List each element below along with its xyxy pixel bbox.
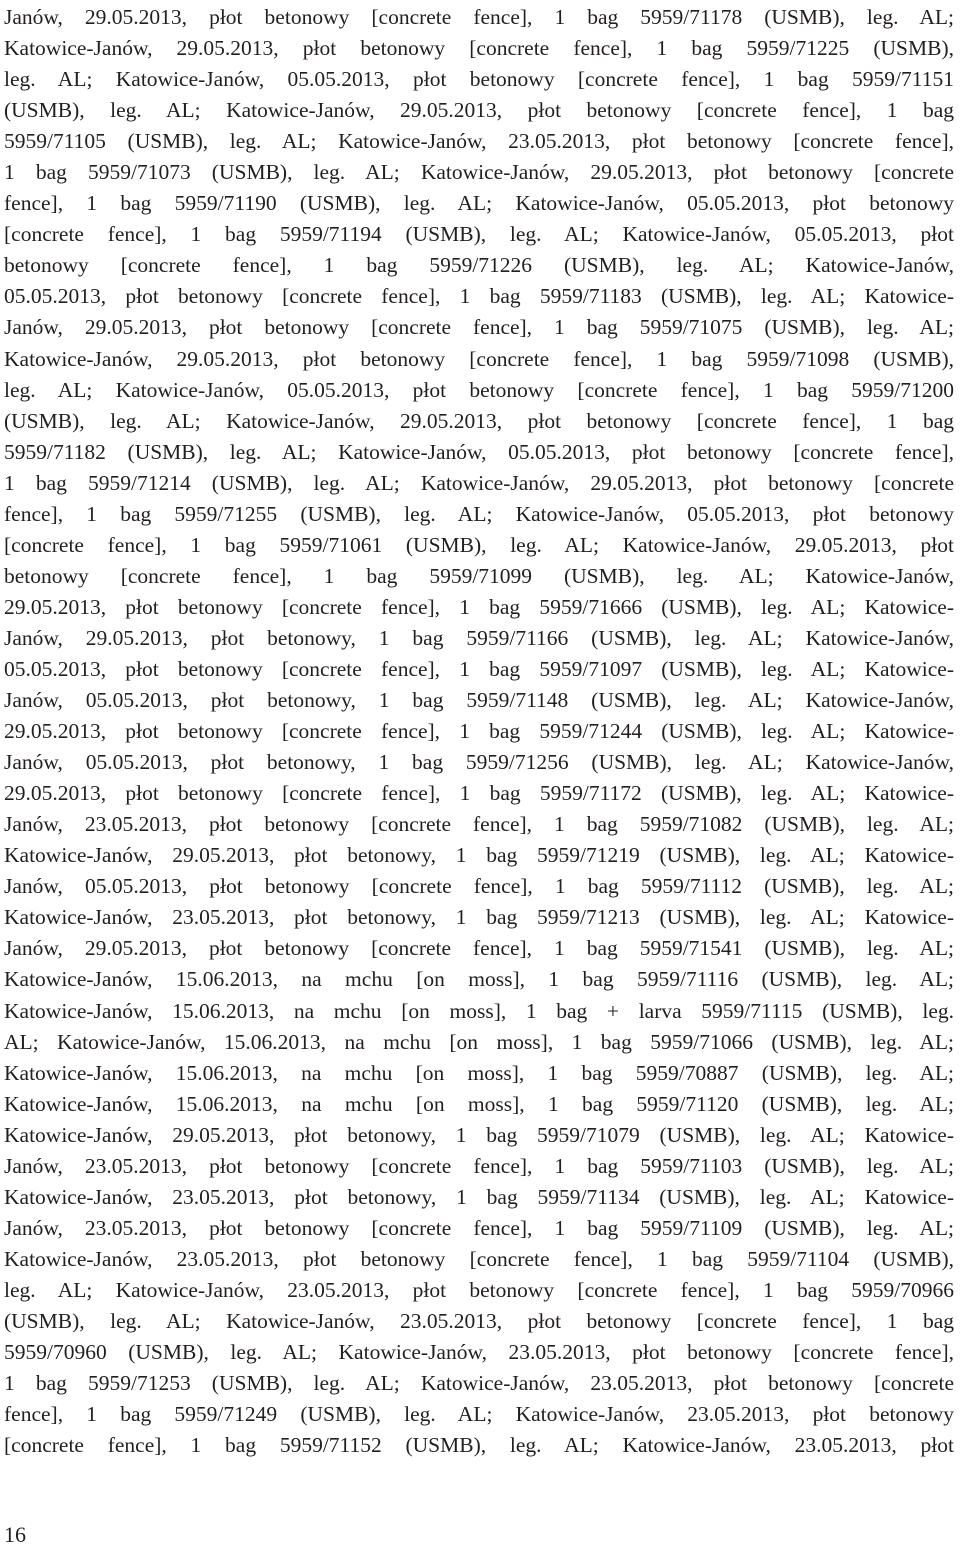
text-line: 29.05.2013, płot betonowy [concrete fence], 1 bag 5959/71244 (USMB), leg. AL; Katowice-	[4, 719, 954, 744]
text-line: Katowice-Janów, 23.05.2013, płot betonowy, 1 bag 5959/71213 (USMB), leg. AL; Katowice-	[4, 905, 954, 930]
text-line: 1 bag 5959/71073 (USMB), leg. AL; Katowice-Janów, 29.05.2013, płot betonowy [concrete	[4, 160, 954, 185]
text-line: Katowice-Janów, 23.05.2013, płot betonowy, 1 bag 5959/71134 (USMB), leg. AL; Katowice-	[4, 1184, 954, 1209]
text-line: Katowice-Janów, 15.06.2013, na mchu [on moss], 1 bag 5959/71120 (USMB), leg. AL;	[4, 1091, 954, 1116]
text-line: leg. AL; Katowice-Janów, 23.05.2013, płot betonowy [concrete fence], 1 bag 5959/70966	[4, 1277, 954, 1302]
text-line: 29.05.2013, płot betonowy [concrete fence], 1 bag 5959/71666 (USMB), leg. AL; Katowice-	[4, 594, 954, 619]
text-line: 5959/71105 (USMB), leg. AL; Katowice-Janów, 23.05.2013, płot betonowy [concrete fence],	[4, 129, 954, 154]
text-line: fence], 1 bag 5959/71190 (USMB), leg. AL; Katowice-Janów, 05.05.2013, płot betonowy	[4, 191, 954, 216]
text-line: Katowice-Janów, 15.06.2013, na mchu [on moss], 1 bag 5959/70887 (USMB), leg. AL;	[4, 1060, 954, 1085]
text-line: [concrete fence], 1 bag 5959/71194 (USMB), leg. AL; Katowice-Janów, 05.05.2013, płot	[4, 222, 954, 247]
text-line: betonowy [concrete fence], 1 bag 5959/71226 (USMB), leg. AL; Katowice-Janów,	[4, 253, 954, 278]
text-line: 1 bag 5959/71214 (USMB), leg. AL; Katowice-Janów, 29.05.2013, płot betonowy [concrete	[4, 470, 954, 495]
text-line: leg. AL; Katowice-Janów, 05.05.2013, płot betonowy [concrete fence], 1 bag 5959/71151	[4, 67, 954, 92]
text-line: Janów, 29.05.2013, płot betonowy, 1 bag 5959/71166 (USMB), leg. AL; Katowice-Janów,	[4, 625, 954, 650]
text-line: 5959/71182 (USMB), leg. AL; Katowice-Janów, 05.05.2013, płot betonowy [concrete fence],	[4, 439, 954, 464]
text-line: leg. AL; Katowice-Janów, 05.05.2013, płot betonowy [concrete fence], 1 bag 5959/71200	[4, 377, 954, 402]
text-line: betonowy [concrete fence], 1 bag 5959/71099 (USMB), leg. AL; Katowice-Janów,	[4, 563, 954, 588]
text-line: Katowice-Janów, 29.05.2013, płot betonowy [concrete fence], 1 bag 5959/71225 (USMB),	[4, 36, 954, 61]
text-line: Katowice-Janów, 15.06.2013, na mchu [on moss], 1 bag 5959/71116 (USMB), leg. AL;	[4, 967, 954, 992]
text-line: [concrete fence], 1 bag 5959/71061 (USMB), leg. AL; Katowice-Janów, 29.05.2013, płot	[4, 532, 954, 557]
text-line: Katowice-Janów, 15.06.2013, na mchu [on moss], 1 bag + larva 5959/71115 (USMB), leg.	[4, 998, 954, 1023]
text-line: 5959/70960 (USMB), leg. AL; Katowice-Janów, 23.05.2013, płot betonowy [concrete fence],	[4, 1340, 954, 1365]
text-line: 1 bag 5959/71253 (USMB), leg. AL; Katowice-Janów, 23.05.2013, płot betonowy [concrete	[4, 1371, 954, 1396]
body-text	[4, 2, 954, 1461]
text-line: (USMB), leg. AL; Katowice-Janów, 29.05.2013, płot betonowy [concrete fence], 1 bag	[4, 98, 954, 123]
text-line: Katowice-Janów, 23.05.2013, płot betonowy [concrete fence], 1 bag 5959/71104 (USMB),	[4, 1246, 954, 1271]
text-line: Katowice-Janów, 29.05.2013, płot betonowy, 1 bag 5959/71079 (USMB), leg. AL; Katowice-	[4, 1122, 954, 1147]
text-line: (USMB), leg. AL; Katowice-Janów, 29.05.2013, płot betonowy [concrete fence], 1 bag	[4, 408, 954, 433]
text-line: Janów, 05.05.2013, płot betonowy [concrete fence], 1 bag 5959/71112 (USMB), leg. AL;	[4, 874, 954, 899]
text-line: Janów, 23.05.2013, płot betonowy [concrete fence], 1 bag 5959/71109 (USMB), leg. AL;	[4, 1215, 954, 1240]
text-line: Janów, 23.05.2013, płot betonowy [concrete fence], 1 bag 5959/71103 (USMB), leg. AL;	[4, 1153, 954, 1178]
text-line: [concrete fence], 1 bag 5959/71152 (USMB), leg. AL; Katowice-Janów, 23.05.2013, płot	[4, 1433, 954, 1458]
text-line: (USMB), leg. AL; Katowice-Janów, 23.05.2013, płot betonowy [concrete fence], 1 bag	[4, 1308, 954, 1333]
text-line: 05.05.2013, płot betonowy [concrete fence], 1 bag 5959/71183 (USMB), leg. AL; Katowice-	[4, 284, 954, 309]
page-number: 16	[4, 1522, 26, 1547]
text-line: Janów, 29.05.2013, płot betonowy [concrete fence], 1 bag 5959/71541 (USMB), leg. AL;	[4, 936, 954, 961]
text-line: 05.05.2013, płot betonowy [concrete fence], 1 bag 5959/71097 (USMB), leg. AL; Katowice-	[4, 656, 954, 681]
text-line: Katowice-Janów, 29.05.2013, płot betonowy [concrete fence], 1 bag 5959/71098 (USMB),	[4, 346, 954, 371]
text-line: fence], 1 bag 5959/71249 (USMB), leg. AL; Katowice-Janów, 23.05.2013, płot betonowy	[4, 1402, 954, 1427]
text-line: Janów, 29.05.2013, płot betonowy [concrete fence], 1 bag 5959/71178 (USMB), leg. AL;	[4, 5, 954, 29]
text-line: Janów, 05.05.2013, płot betonowy, 1 bag 5959/71256 (USMB), leg. AL; Katowice-Janów,	[4, 750, 954, 775]
text-line: fence], 1 bag 5959/71255 (USMB), leg. AL; Katowice-Janów, 05.05.2013, płot betonowy	[4, 501, 954, 526]
text-line: Katowice-Janów, 29.05.2013, płot betonowy, 1 bag 5959/71219 (USMB), leg. AL; Katowice-	[4, 843, 954, 868]
text-line: Janów, 29.05.2013, płot betonowy [concrete fence], 1 bag 5959/71075 (USMB), leg. AL;	[4, 315, 954, 340]
text-line: Janów, 05.05.2013, płot betonowy, 1 bag 5959/71148 (USMB), leg. AL; Katowice-Janów,	[4, 688, 954, 713]
text-line: AL; Katowice-Janów, 15.06.2013, na mchu [on moss], 1 bag 5959/71066 (USMB), leg. AL;	[4, 1029, 954, 1054]
text-line: 29.05.2013, płot betonowy [concrete fence], 1 bag 5959/71172 (USMB), leg. AL; Katowice-	[4, 781, 954, 806]
text-line: Janów, 23.05.2013, płot betonowy [concrete fence], 1 bag 5959/71082 (USMB), leg. AL;	[4, 812, 954, 837]
